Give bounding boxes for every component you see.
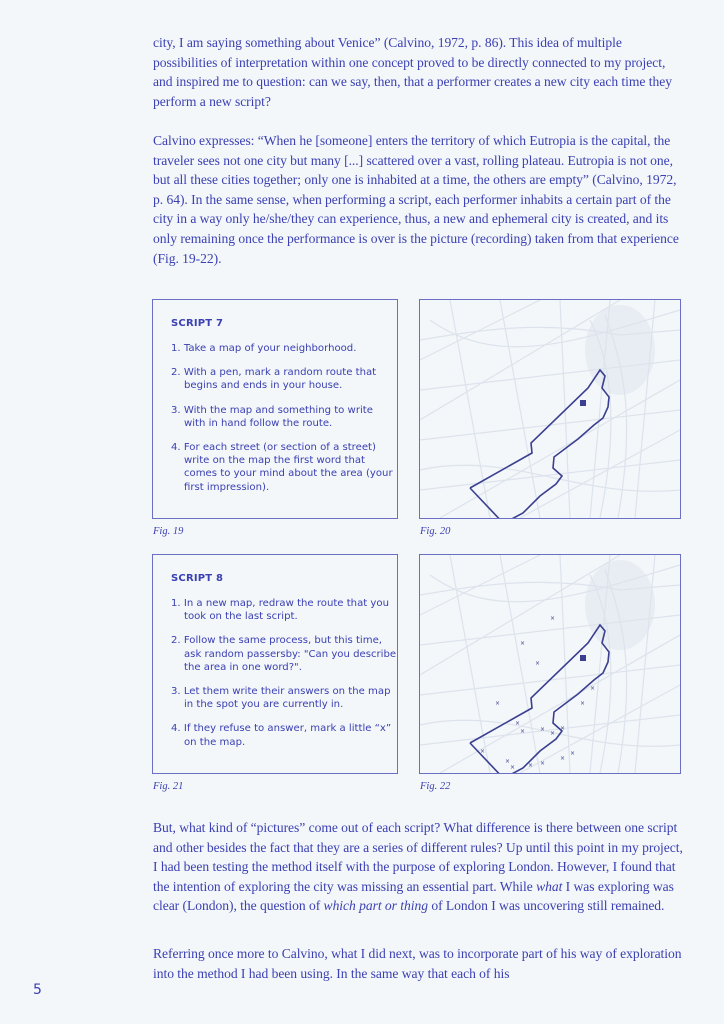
x-mark-icon: × xyxy=(520,728,526,735)
x-mark-icon: × xyxy=(520,640,526,647)
caption-fig-20: Fig. 20 xyxy=(420,526,451,537)
map-street xyxy=(440,380,680,518)
script-8-title: SCRIPT 8 xyxy=(171,573,224,584)
route-line xyxy=(470,488,506,518)
map-street xyxy=(420,460,680,490)
script-8-steps xyxy=(171,597,397,749)
page-number: 5 xyxy=(33,982,42,998)
route-map-icon xyxy=(420,300,680,518)
map-street xyxy=(520,430,680,518)
map-fig-22 xyxy=(419,554,681,774)
map-street xyxy=(420,555,540,615)
route-line xyxy=(470,370,609,518)
x-mark-icon: × xyxy=(510,764,516,771)
paragraph-3-text-c: of London I was uncovering still remained. xyxy=(427,898,665,914)
x-mark-icon: × xyxy=(580,700,586,707)
script-step: 4. If they refuse to answer, mark a little “x” on the map. xyxy=(171,723,392,748)
x-mark-icon: × xyxy=(528,762,534,769)
script-step: 4. For each street (or section of a street) write on the map the first word that comes to your mind about the area (your first impression). xyxy=(171,442,393,493)
x-mark-icon: × xyxy=(590,685,596,692)
x-mark-icon: × xyxy=(505,758,511,765)
paragraph-3-emphasis-what: what xyxy=(536,878,563,894)
x-mark-icon: × xyxy=(560,755,566,762)
x-mark-icon: × xyxy=(570,750,576,757)
script-step: 3. Let them write their answers on the map in the spot you are currently in. xyxy=(171,686,391,711)
paragraph-2: Calvino expresses: “When he [someone] enters the territory of which Eutropia is the capital, the traveler sees not one city but many [...] scattered over a vast, rolling plateau. Eutropia is not one, but all these cities together; only one is inhabited at a time, the others are empty” (Calvino, 1972, p. 64). In the same sense, when performing a script, each performer inhabits a certain part of the city in a way only he/she/they can experience, thus, a new and ephemeral city is created, and its only remaining once the performance is over is the picture (recording) taken from that experience (Fig. 19-22). xyxy=(153,133,679,266)
script-step: 2. Follow the same process, but this time, ask random passersby: "Can you describe the area in one word?". xyxy=(171,635,397,673)
script-step: 3. With the map and something to write with in hand follow the route. xyxy=(171,404,373,429)
park-area xyxy=(585,305,655,395)
script-step: 1. Take a map of your neighborhood. xyxy=(171,343,357,354)
map-street xyxy=(440,635,680,773)
route-line xyxy=(470,625,609,773)
route-line xyxy=(470,743,506,773)
script-7-title: SCRIPT 7 xyxy=(171,318,224,329)
x-mark-icon: × xyxy=(540,726,546,733)
paragraph-1: city, I am saying something about Venice” (Calvino, 1972, p. 86). This idea of multiple possibilities of interpretation within one concept proved to be directly connected to my project, and inspired me to question: can we say, then, that a performer creates a new city each time they perform a new script? xyxy=(153,35,672,109)
x-mark-icon: × xyxy=(515,720,521,727)
map-street xyxy=(500,555,540,773)
map-street xyxy=(420,300,540,360)
script-step: 1. In a new map, redraw the route that you took on the last script. xyxy=(171,598,389,623)
map-street xyxy=(420,465,680,491)
x-mark-icon: × xyxy=(495,700,501,707)
map-street xyxy=(500,300,540,518)
caption-fig-21: Fig. 21 xyxy=(153,781,184,792)
caption-fig-19: Fig. 19 xyxy=(153,526,184,537)
map-fig-20 xyxy=(419,299,681,519)
home-marker-icon xyxy=(580,400,586,406)
x-mark-icon: × xyxy=(480,748,486,755)
script-7-box xyxy=(152,299,398,519)
x-mark-icon: × xyxy=(540,760,546,767)
caption-fig-22: Fig. 22 xyxy=(420,781,451,792)
script-7-steps xyxy=(171,342,397,494)
x-mark-icon: × xyxy=(560,725,566,732)
paragraph-3 xyxy=(153,818,683,916)
paragraph-3-emphasis-which: which part or thing xyxy=(323,898,428,914)
route-map-icon xyxy=(420,555,680,773)
paragraph-3-text-b: I was exploring was clear (London), the question of xyxy=(153,878,674,914)
park-area xyxy=(585,560,655,650)
x-mark-icon: × xyxy=(550,615,556,622)
script-step: 2. With a pen, mark a random route that begins and ends in your house. xyxy=(171,367,377,392)
paragraph-4: Referring once more to Calvino, what I did next, was to incorporate part of his way of exploration into the method I had been using. In the same way that each of his xyxy=(153,946,682,981)
paragraph-3-text-a: But, what kind of “pictures” come out of each script? What difference is there between one script and other besides the fact that they are a series of different rules? Up until this point in my project, I had been testing the method itself with the purpose of exploring London. However, I found that the intention of exploring the city was missing an essential part. While xyxy=(153,820,683,894)
home-marker-icon xyxy=(580,655,586,661)
x-mark-icon: × xyxy=(550,730,556,737)
script-8-box xyxy=(152,554,398,774)
x-mark-icon: × xyxy=(535,660,541,667)
